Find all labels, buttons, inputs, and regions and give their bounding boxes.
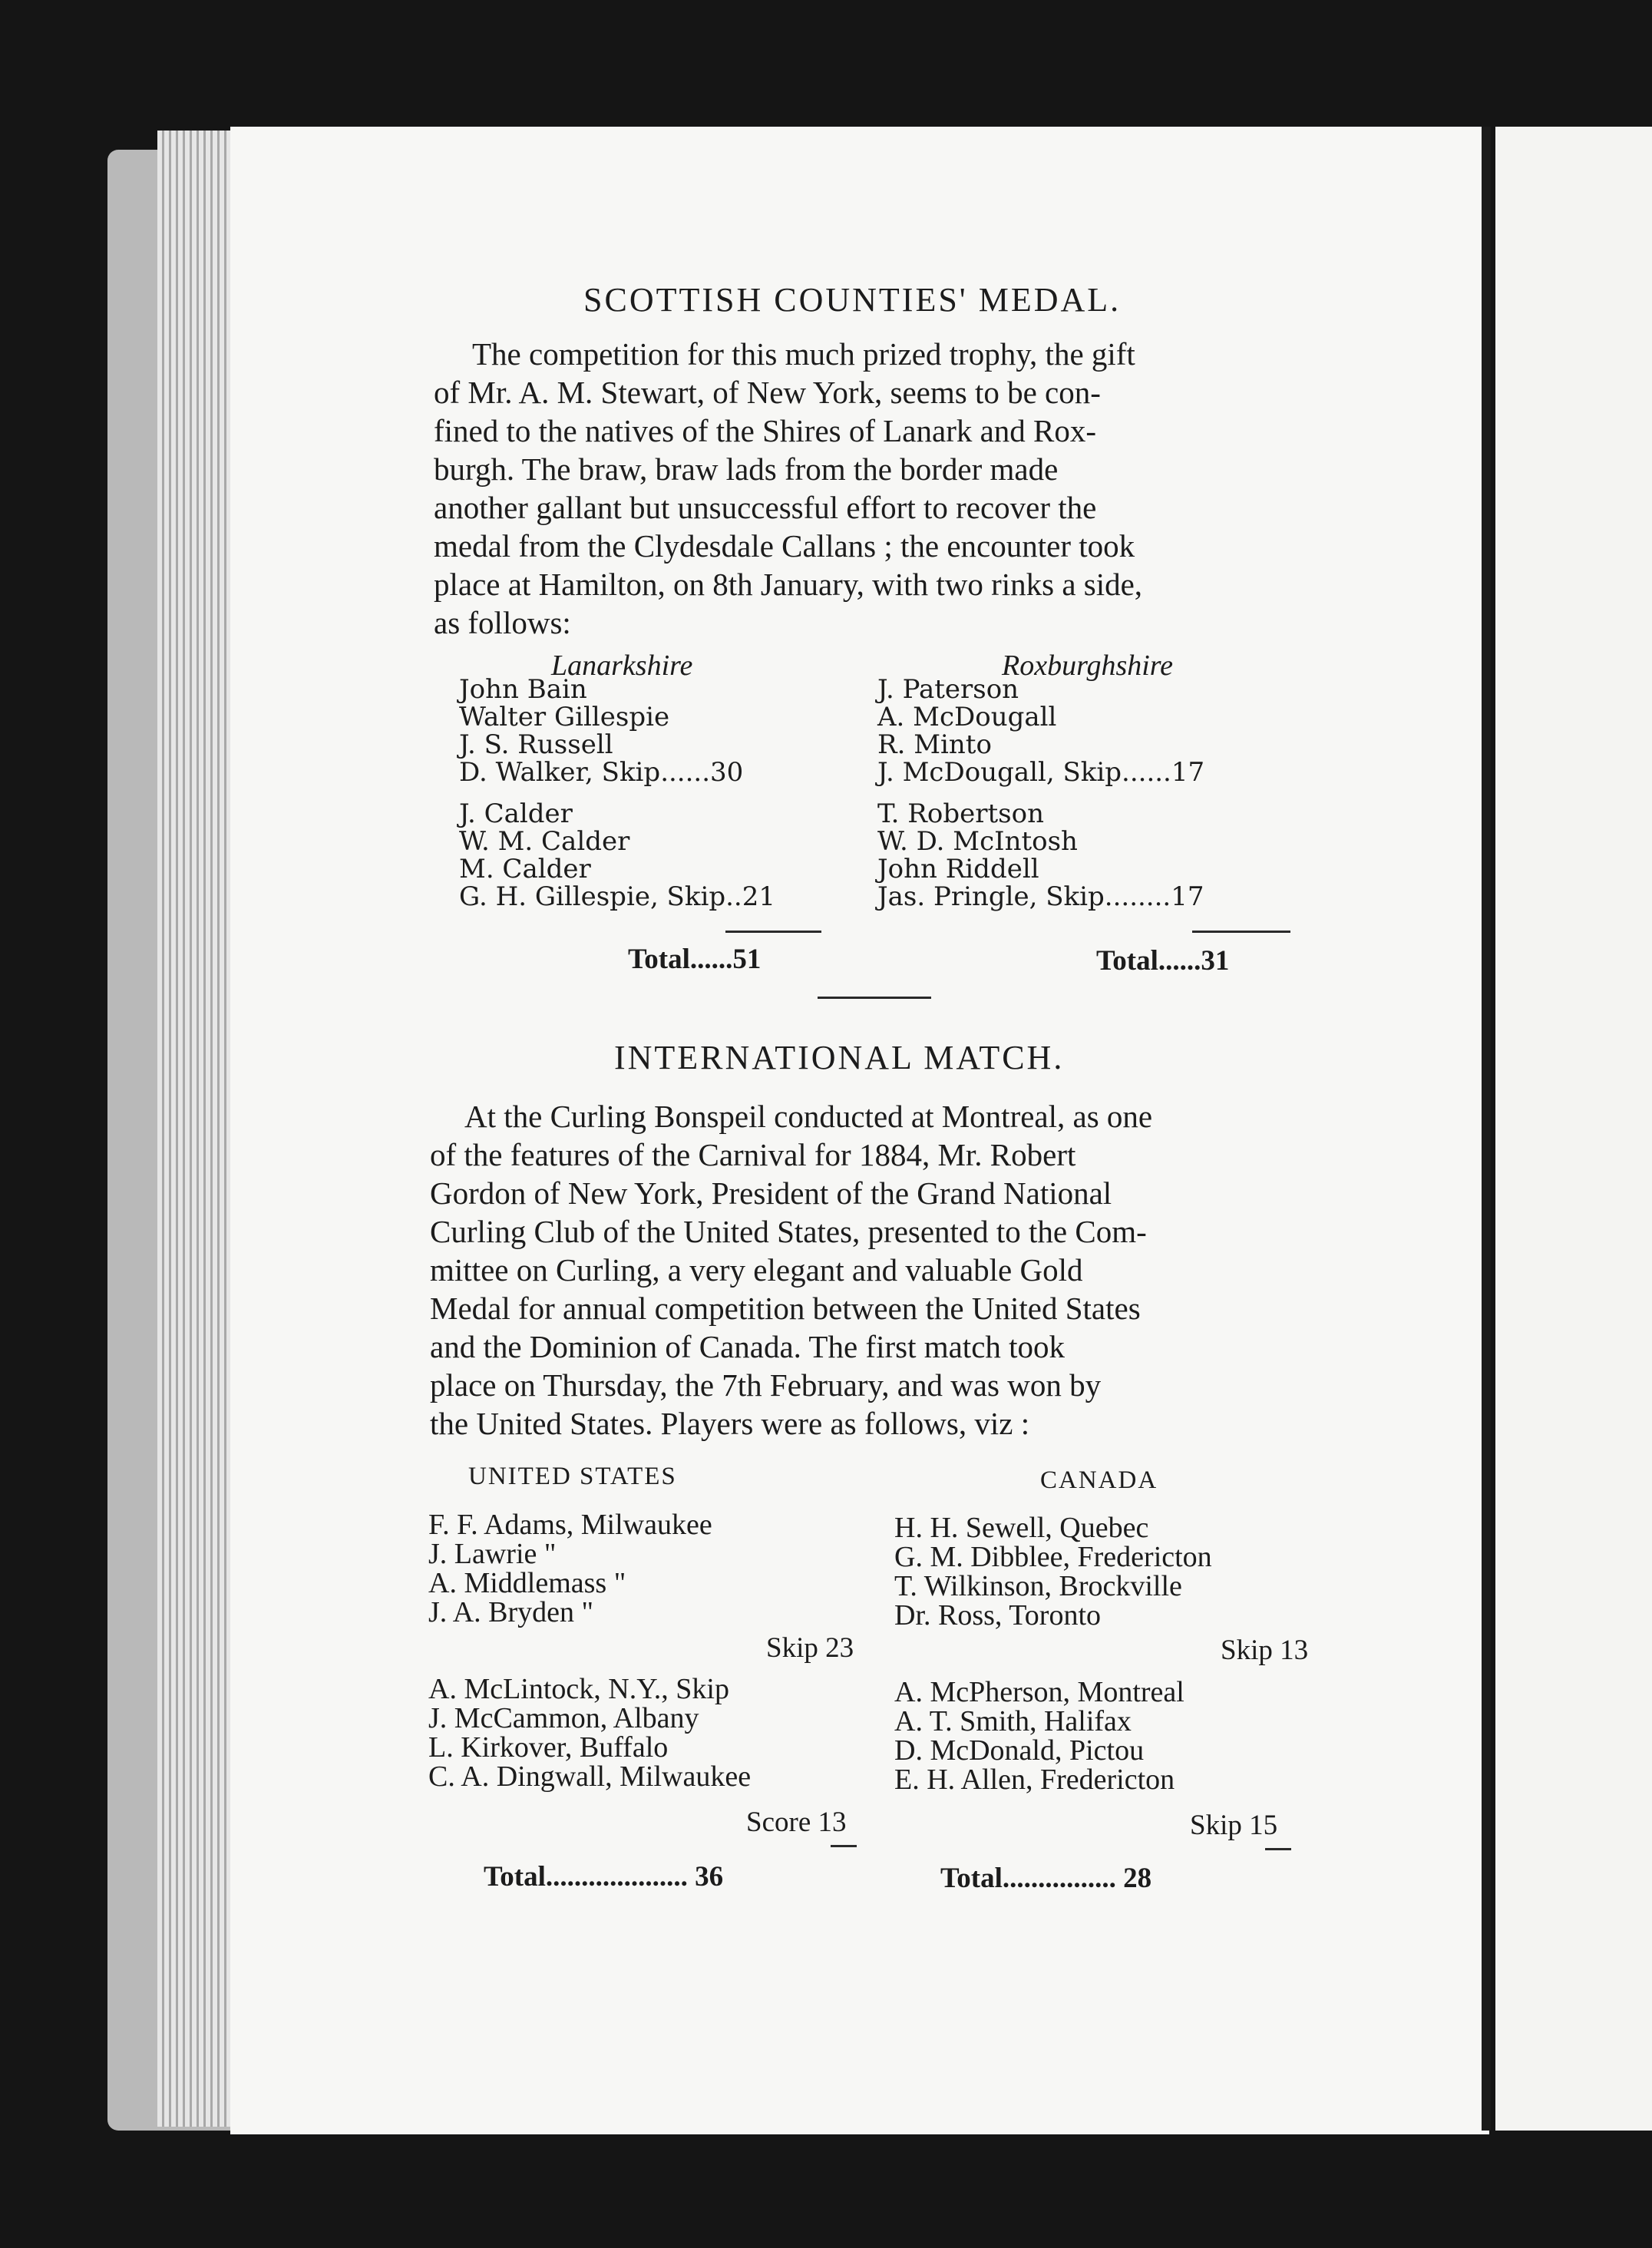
paragraph-line: and the Dominion of Canada. The first match took xyxy=(430,1329,1066,1364)
player: Dr. Ross, Toronto xyxy=(894,1599,1102,1631)
player: F. F. Adams, Milwaukee xyxy=(428,1509,712,1541)
us-rink-2-score: Score 13 xyxy=(746,1807,847,1838)
player: D. McDonald, Pictou xyxy=(894,1734,1145,1767)
player: W. D. McIntosh xyxy=(877,826,1078,857)
paragraph-line: as follows: xyxy=(434,605,571,640)
paragraph-line: of the features of the Carnival for 1884, Mr. Robert xyxy=(430,1137,1076,1172)
player: L. Kirkover, Buffalo xyxy=(428,1731,669,1764)
lanarkshire-header: Lanarkshire xyxy=(551,650,693,682)
subtotal-rule xyxy=(725,931,821,933)
united-states-total: Total.................... 36 xyxy=(484,1861,724,1893)
player: J. Lawrie " xyxy=(428,1538,557,1570)
paragraph-line: place on Thursday, the 7th February, and was won by xyxy=(430,1367,1102,1403)
player-skip: Jas. Pringle, Skip........17 xyxy=(877,881,1204,912)
canada-total: Total................ 28 xyxy=(940,1863,1152,1894)
book-gutter xyxy=(1482,127,1491,2131)
player: J. Paterson xyxy=(877,674,1019,705)
paragraph-line: another gallant but unsuccessful effort to recover the xyxy=(434,490,1097,525)
paragraph-line: place at Hamilton, on 8th January, with two rinks a side, xyxy=(434,567,1143,602)
player: T. Wilkinson, Brockville xyxy=(894,1570,1182,1602)
paragraph-line: of Mr. A. M. Stewart, of New York, seems to be con- xyxy=(434,375,1101,410)
player-skip: A. McLintock, N.Y., Skip xyxy=(428,1673,729,1705)
page-edges xyxy=(157,131,242,2127)
player: J. A. Bryden " xyxy=(428,1596,594,1628)
scottish-title: SCOTTISH COUNTIES' MEDAL. xyxy=(583,281,1122,319)
united-states-header: UNITED STATES xyxy=(468,1463,677,1490)
player: J. McCammon, Albany xyxy=(428,1702,699,1734)
facing-page xyxy=(1495,127,1652,2131)
player: John Bain xyxy=(459,674,587,705)
paragraph-line: Medal for annual competition between the United States xyxy=(430,1291,1141,1326)
canada-header: CANADA xyxy=(1040,1466,1158,1494)
player: C. A. Dingwall, Milwaukee xyxy=(428,1760,752,1793)
canada-rink-1-score: Skip 13 xyxy=(1221,1635,1309,1666)
player: T. Robertson xyxy=(877,798,1044,829)
player: M. Calder xyxy=(459,854,591,884)
player: John Riddell xyxy=(877,854,1039,884)
roxburghshire-total: Total......31 xyxy=(1096,945,1230,977)
lanarkshire-total: Total......51 xyxy=(628,944,762,975)
player: J. Calder xyxy=(459,798,573,829)
player: H. H. Sewell, Quebec xyxy=(894,1512,1149,1544)
player: W. M. Calder xyxy=(459,826,630,857)
international-title: INTERNATIONAL MATCH. xyxy=(614,1039,1065,1076)
player-skip: G. H. Gillespie, Skip..21 xyxy=(459,881,775,912)
paragraph-line: fined to the natives of the Shires of Lanark and Rox- xyxy=(434,413,1097,448)
paragraph-line: burgh. The braw, braw lads from the border made xyxy=(434,451,1059,487)
paragraph-line: At the Curling Bonspeil conducted at Montreal, as one xyxy=(464,1099,1153,1134)
paragraph-line: mittee on Curling, a very elegant and valuable Gold xyxy=(430,1252,1083,1288)
paragraph-line: the United States. Players were as follows, viz : xyxy=(430,1406,1030,1441)
player-skip: D. Walker, Skip......30 xyxy=(459,757,744,788)
paragraph-line: Curling Club of the United States, presented to the Com- xyxy=(430,1214,1147,1249)
player-skip: J. McDougall, Skip......17 xyxy=(877,757,1205,788)
section-divider xyxy=(818,997,931,999)
subtotal-rule xyxy=(1265,1848,1291,1850)
us-rink-1-score: Skip 23 xyxy=(766,1632,854,1664)
paragraph-line: The competition for this much prized trophy, the gift xyxy=(472,336,1135,372)
paragraph-line: medal from the Clydesdale Callans ; the encounter took xyxy=(434,528,1135,564)
player: J. S. Russell xyxy=(459,729,613,760)
player: A. McPherson, Montreal xyxy=(894,1676,1184,1708)
player: R. Minto xyxy=(877,729,992,760)
subtotal-rule xyxy=(1192,931,1290,933)
player: A. Middlemass " xyxy=(428,1567,626,1599)
player: E. H. Allen, Fredericton xyxy=(894,1764,1175,1796)
paragraph-line: Gordon of New York, President of the Grand National xyxy=(430,1175,1112,1211)
player: G. M. Dibblee, Fredericton xyxy=(894,1541,1212,1573)
roxburghshire-header: Roxburghshire xyxy=(1002,650,1174,682)
canada-rink-2-score: Skip 15 xyxy=(1190,1810,1278,1841)
player: Walter Gillespie xyxy=(459,702,670,732)
subtotal-rule xyxy=(831,1845,857,1847)
player: A. McDougall xyxy=(877,702,1057,732)
player: A. T. Smith, Halifax xyxy=(894,1705,1132,1737)
